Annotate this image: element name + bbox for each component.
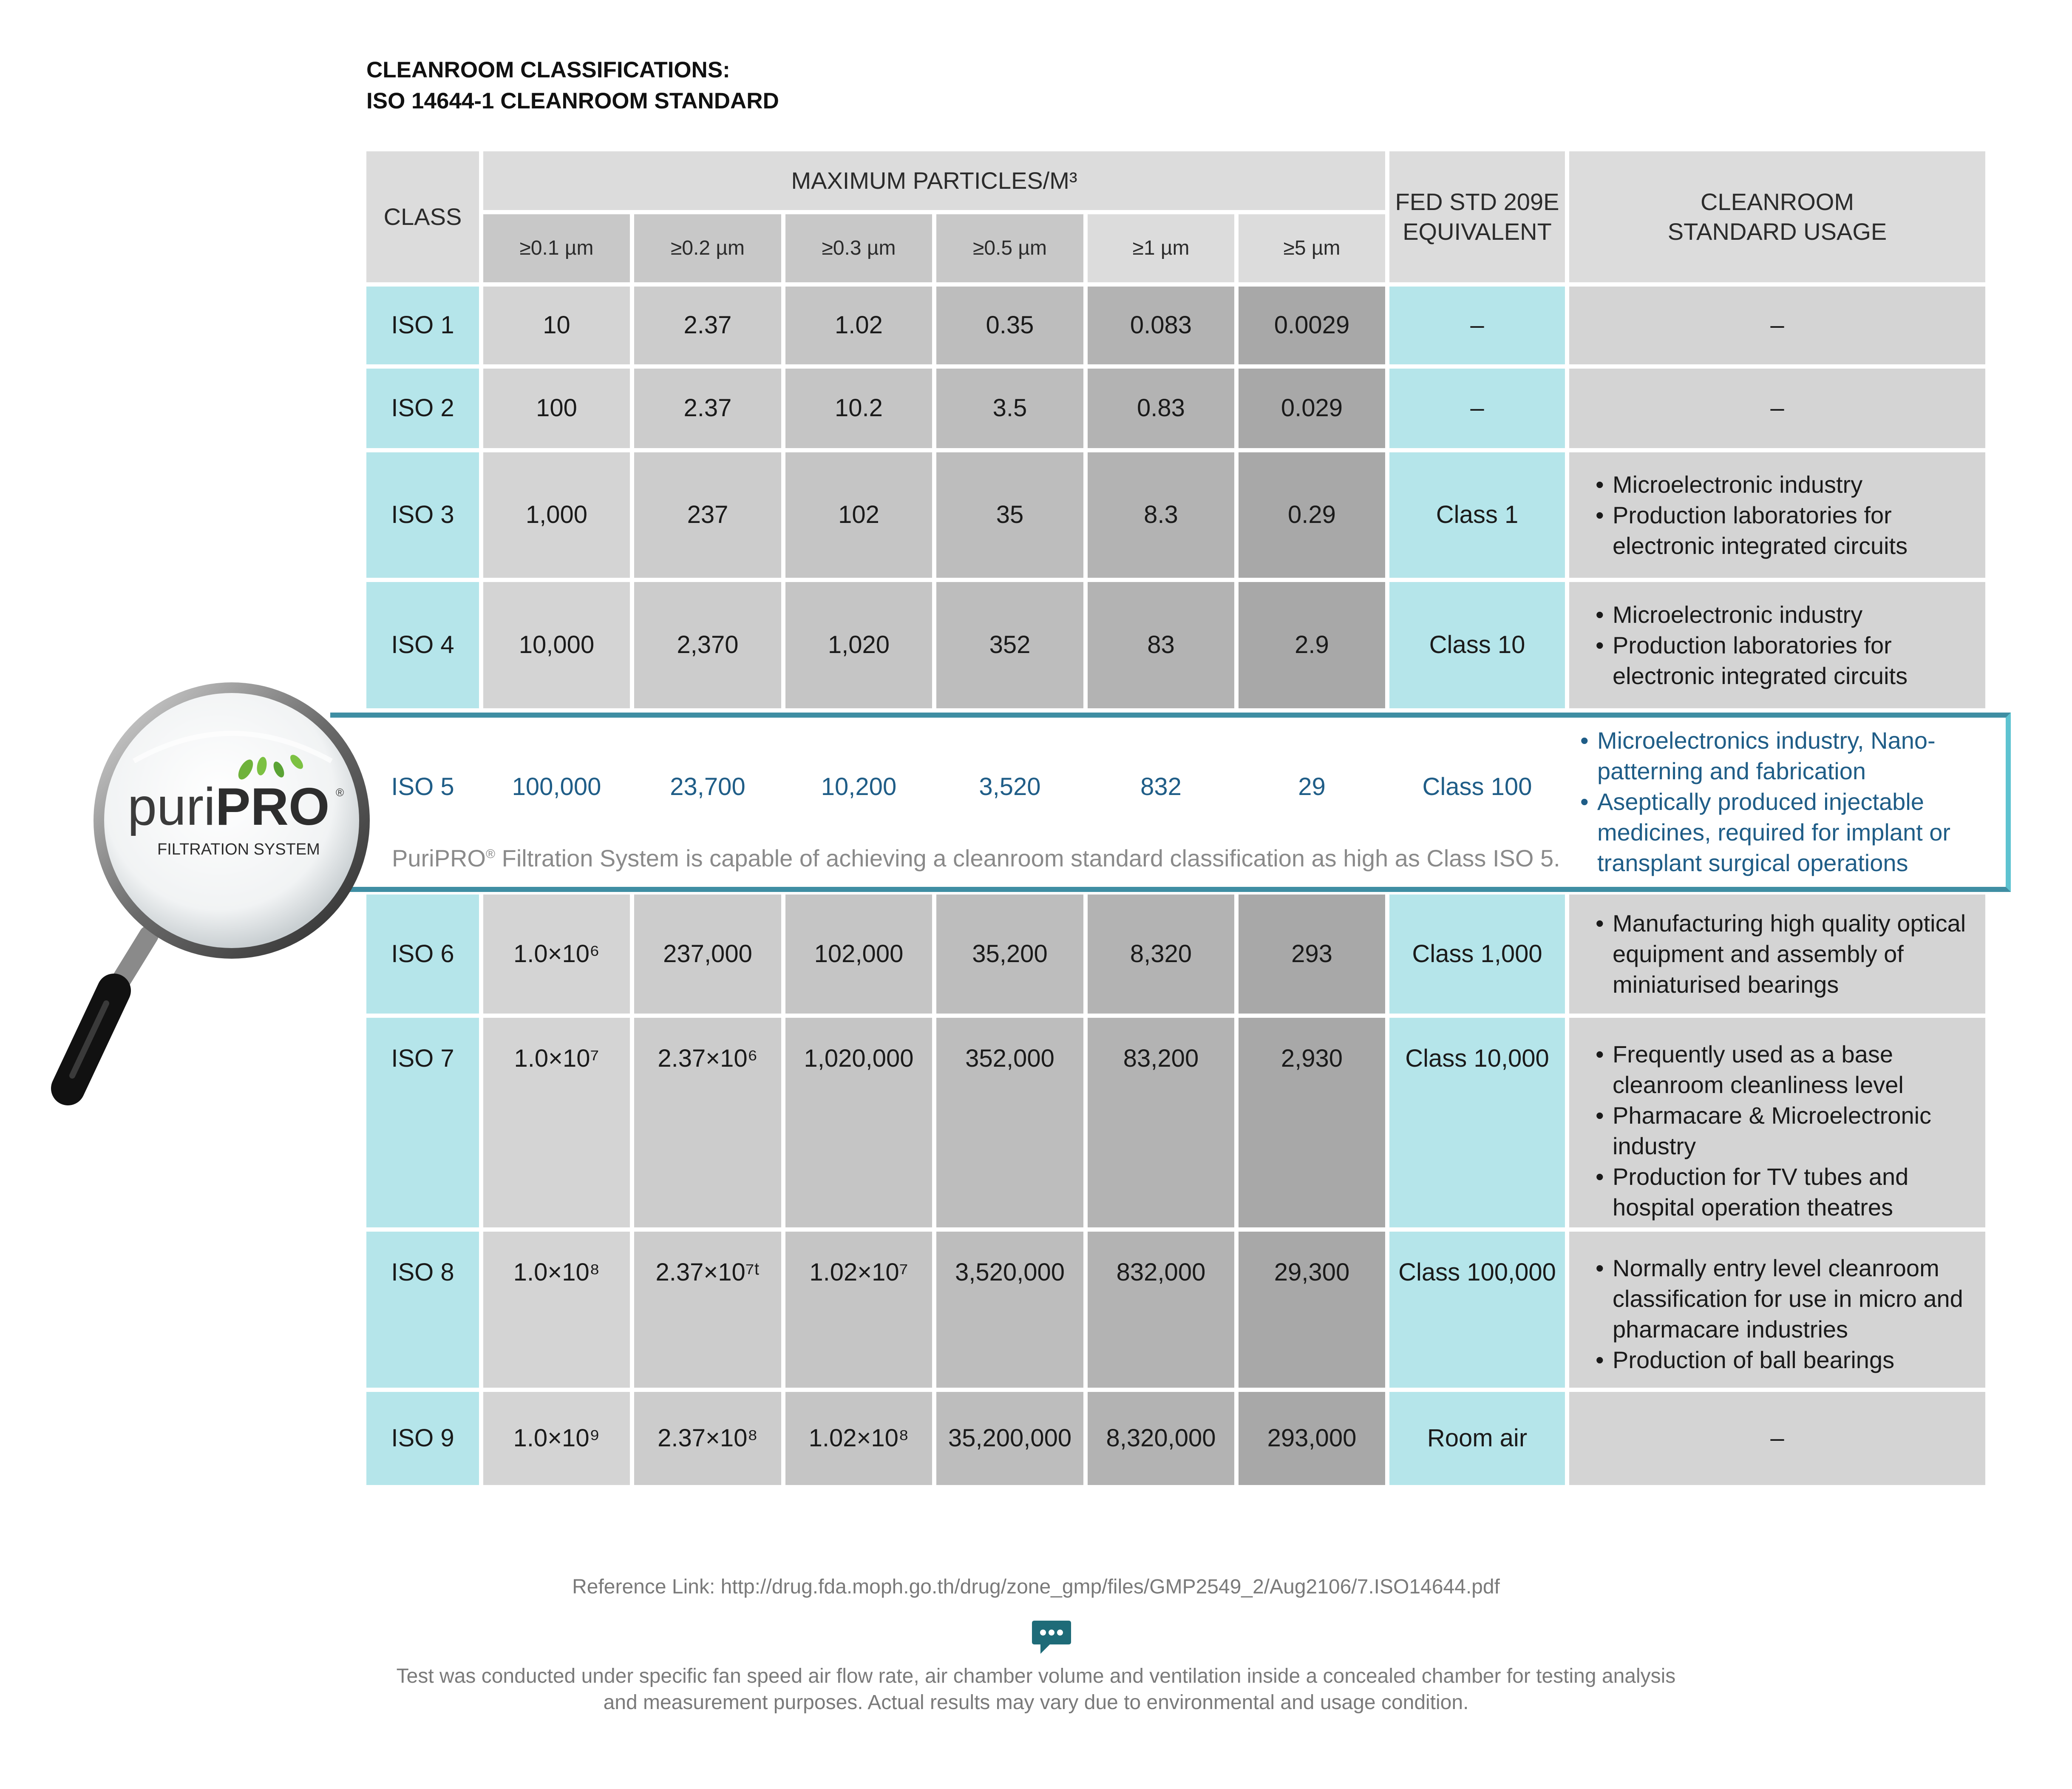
row-value (1239, 1018, 1385, 1227)
row-value (634, 452, 781, 578)
row-class-label: ISO 1 (391, 311, 454, 339)
iso5-usage (1580, 725, 1988, 878)
header-size-5 (1239, 214, 1385, 282)
row-value-text: 1.02 (835, 311, 883, 339)
header-size-label: ≥0.3 µm (822, 237, 896, 259)
usage-bullet: • Microelectronic industry (1596, 599, 1968, 630)
row-fed-text: – (1470, 311, 1484, 339)
row-fed-text: Class 10,000 (1405, 1045, 1549, 1072)
header-size-2 (785, 214, 932, 282)
usage-bullet: • Production for TV tubes and hospital operation theatres (1596, 1161, 1968, 1223)
row-value (785, 452, 932, 578)
row-value-text: 2.37 (683, 394, 732, 422)
row-value-text: 2.37 (683, 311, 732, 339)
row-value-text: 0.083 (1130, 311, 1192, 339)
row-value-text: 0.029 (1281, 394, 1343, 422)
row-value (785, 287, 932, 364)
row-class (366, 1232, 479, 1388)
row-value-text: 8.3 (1144, 501, 1178, 529)
row-value-text: 832,000 (1116, 1258, 1206, 1286)
usage-bullet: • Production of ball bearings (1596, 1345, 1968, 1375)
row-fed-text: Class 10 (1429, 631, 1525, 659)
header-class (366, 151, 479, 282)
row-usage (1569, 1392, 1985, 1485)
row-value-text: 0.35 (986, 311, 1034, 339)
row-class (366, 287, 479, 364)
row-value-text: 1.0×10⁶ (513, 940, 600, 968)
iso5-value: 23,700 (670, 772, 745, 801)
row-usage (1569, 287, 1985, 364)
svg-text:FILTRATION SYSTEM: FILTRATION SYSTEM (157, 841, 320, 858)
row-fed-equivalent (1389, 287, 1565, 364)
row-value (483, 369, 630, 448)
header-fed-std (1389, 151, 1565, 282)
row-value (785, 1392, 932, 1485)
row-class (366, 452, 479, 578)
usage-dash: – (1770, 311, 1784, 339)
iso5-usage-bullet: • Aseptically produced injectable medicines, required for implant or transplant surgical operations (1580, 787, 1988, 878)
disclaimer-line-1: Test was conducted under specific fan speed air flow rate, air chamber volume and ventilation inside a concealed chamber for testing analysis (396, 1665, 1676, 1687)
row-usage (1569, 452, 1985, 578)
row-value-text: 10 (543, 311, 570, 339)
row-value-text: 100 (536, 394, 577, 422)
row-fed-text: Class 1 (1436, 501, 1519, 529)
row-value (1239, 287, 1385, 364)
row-value (483, 1232, 630, 1388)
row-value (634, 1392, 781, 1485)
row-value (483, 1018, 630, 1227)
row-value (785, 1232, 932, 1388)
row-value-text: 237 (687, 501, 728, 529)
row-value-text: 3.5 (992, 394, 1027, 422)
row-value (1088, 287, 1234, 364)
row-value-text: 8,320 (1130, 940, 1192, 968)
row-value (483, 452, 630, 578)
header-usage-line-2: STANDARD USAGE (1667, 218, 1887, 245)
iso5-usage-bullet: • Microelectronics industry, Nano-patterning and fabrication (1580, 725, 1988, 787)
magnifying-glass-icon (43, 655, 383, 1122)
header-max-particles (483, 151, 1385, 210)
iso5-value: 29 (1298, 772, 1326, 801)
row-value (1239, 369, 1385, 448)
row-value (1088, 369, 1234, 448)
svg-text:puriPRO: puriPRO (128, 778, 330, 836)
usage-bullet: • Production laboratories for electronic integrated circuits (1596, 500, 1968, 561)
row-value (1239, 894, 1385, 1014)
header-fed-line-1: FED STD 209E (1395, 188, 1559, 215)
header-usage-line-1: CLEANROOM (1701, 188, 1854, 215)
row-value-text: 102 (838, 501, 879, 529)
row-value-text: 2.9 (1295, 631, 1329, 659)
row-value (634, 369, 781, 448)
row-class (366, 369, 479, 448)
row-value (936, 1232, 1083, 1388)
svg-text:®: ® (336, 786, 344, 799)
row-class (366, 582, 479, 708)
row-fed-equivalent (1389, 1392, 1565, 1485)
row-value-text: 1.0×10⁹ (513, 1424, 600, 1452)
row-fed-text: – (1470, 394, 1484, 422)
header-size-label: ≥0.1 µm (519, 237, 594, 259)
row-value (785, 369, 932, 448)
row-value-text: 8,320,000 (1106, 1424, 1216, 1452)
row-value (936, 894, 1083, 1014)
row-value-text: 1,020,000 (804, 1045, 914, 1072)
usage-bullet: • Normally entry level cleanroom classification for use in micro and pharmacare industries (1596, 1253, 1968, 1345)
row-fed-equivalent (1389, 369, 1565, 448)
title-line-2: ISO 14644-1 CLEANROOM STANDARD (366, 88, 779, 114)
header-size-1 (634, 214, 781, 282)
row-value-text: 2,370 (677, 631, 739, 659)
row-value (1088, 1018, 1234, 1227)
row-value (1088, 1232, 1234, 1388)
header-max-particles-label: MAXIMUM PARTICLES/M³ (791, 167, 1077, 194)
row-value (634, 582, 781, 708)
row-value-text: 293,000 (1267, 1424, 1357, 1452)
row-value (936, 1392, 1083, 1485)
highlight-note: PuriPRO® Filtration System is capable of achieving a cleanroom standard classification as high as Class ISO 5. (392, 845, 1560, 872)
row-value-text: 1.0×10⁷ (514, 1045, 599, 1072)
usage-bullet: • Microelectronic industry (1596, 469, 1968, 500)
row-value (936, 287, 1083, 364)
disclaimer-line-2: and measurement purposes. Actual results may vary due to environmental and usage condition. (603, 1691, 1469, 1714)
row-value (634, 287, 781, 364)
row-value-text: 1.02×10⁸ (808, 1424, 909, 1452)
row-value-text: 0.0029 (1274, 311, 1350, 339)
row-value (1239, 452, 1385, 578)
header-size-0 (483, 214, 630, 282)
row-value-text: 1,020 (828, 631, 890, 659)
row-value-text: 2.37×10⁷ᵗ (655, 1258, 760, 1286)
row-value-text: 0.29 (1288, 501, 1336, 529)
row-fed-equivalent (1389, 1018, 1565, 1227)
row-fed-text: Class 100,000 (1398, 1258, 1556, 1286)
row-value (1239, 582, 1385, 708)
iso5-fed-equivalent: Class 100 (1422, 772, 1532, 801)
header-size-3 (936, 214, 1083, 282)
row-value (936, 1018, 1083, 1227)
row-value-text: 3,520,000 (955, 1258, 1065, 1286)
reference-link[interactable]: Reference Link: http://drug.fda.moph.go.th/drug/zone_gmp/files/GMP2549_2/Aug2106/7.ISO14644.pdf (572, 1576, 1500, 1598)
row-value-text: 35,200,000 (948, 1424, 1072, 1452)
row-fed-equivalent (1389, 452, 1565, 578)
row-class-label: ISO 9 (391, 1424, 454, 1452)
iso5-value: 10,200 (821, 772, 897, 801)
row-value (1088, 452, 1234, 578)
row-value-text: 1.0×10⁸ (513, 1258, 600, 1286)
row-class-label: ISO 3 (391, 501, 454, 529)
iso5-class: ISO 5 (391, 772, 454, 801)
usage-bullet: • Production laboratories for electronic integrated circuits (1596, 630, 1968, 691)
row-value-text: 29,300 (1274, 1258, 1350, 1286)
row-value (1088, 894, 1234, 1014)
row-value (483, 582, 630, 708)
row-class (366, 1392, 479, 1485)
header-size-4 (1088, 214, 1234, 282)
iso5-value: 3,520 (979, 772, 1041, 801)
row-class-label: ISO 6 (391, 940, 454, 968)
usage-dash: – (1770, 394, 1784, 422)
row-value-text: 237,000 (663, 940, 752, 968)
header-class-label: CLASS (383, 203, 462, 230)
row-usage (1569, 369, 1985, 448)
row-value-text: 2.37×10⁸ (658, 1424, 758, 1452)
row-fed-equivalent (1389, 1232, 1565, 1388)
row-value (634, 894, 781, 1014)
row-class (366, 1018, 479, 1227)
row-value (936, 582, 1083, 708)
row-value (483, 894, 630, 1014)
row-value (785, 582, 932, 708)
row-class-label: ISO 8 (391, 1258, 454, 1286)
header-size-label: ≥5 µm (1283, 237, 1341, 259)
row-class-label: ISO 7 (391, 1045, 454, 1072)
chat-bubble-icon (1030, 1616, 1073, 1658)
row-usage (1569, 582, 1985, 708)
header-size-label: ≥0.2 µm (670, 237, 745, 259)
page-title (366, 54, 779, 116)
usage-dash: – (1770, 1424, 1784, 1452)
row-value (1239, 1232, 1385, 1388)
row-value-text: 83 (1147, 631, 1175, 659)
row-value-text: 1.02×10⁷ (809, 1258, 908, 1286)
row-value (483, 287, 630, 364)
header-size-label: ≥0.5 µm (972, 237, 1047, 259)
row-value (1239, 1392, 1385, 1485)
row-class (366, 894, 479, 1014)
row-value (785, 1018, 932, 1227)
row-value (634, 1232, 781, 1388)
row-value-text: 293 (1291, 940, 1332, 968)
disclaimer (0, 1663, 2072, 1716)
row-value-text: 352 (989, 631, 1031, 659)
row-value (483, 1392, 630, 1485)
row-class-label: ISO 2 (391, 394, 454, 422)
row-fed-equivalent (1389, 894, 1565, 1014)
usage-bullet: • Frequently used as a base cleanroom cleanliness level (1596, 1039, 1968, 1100)
iso5-value: 100,000 (512, 772, 601, 801)
row-usage (1569, 1232, 1985, 1388)
row-value-text: 35 (996, 501, 1024, 529)
row-class-label: ISO 4 (391, 631, 454, 659)
row-value (936, 452, 1083, 578)
row-value-text: 35,200 (972, 940, 1048, 968)
row-fed-text: Class 1,000 (1412, 940, 1542, 968)
header-size-label: ≥1 µm (1132, 237, 1190, 259)
row-value-text: 10.2 (835, 394, 883, 422)
iso5-value: 832 (1140, 772, 1182, 801)
row-usage (1569, 894, 1985, 1014)
row-value-text: 2.37×10⁶ (658, 1045, 758, 1072)
row-usage (1569, 1018, 1985, 1227)
row-value (1088, 582, 1234, 708)
row-value (634, 1018, 781, 1227)
header-fed-line-2: EQUIVALENT (1403, 218, 1552, 245)
usage-bullet: • Manufacturing high quality optical equipment and assembly of miniaturised bearings (1596, 908, 1968, 1000)
row-value-text: 352,000 (965, 1045, 1054, 1072)
row-value-text: 2,930 (1281, 1045, 1343, 1072)
row-value (936, 369, 1083, 448)
usage-bullet: • Pharmacare & Microelectronic industry (1596, 1100, 1968, 1161)
row-value (785, 894, 932, 1014)
row-value-text: 102,000 (814, 940, 904, 968)
row-value-text: 0.83 (1137, 394, 1185, 422)
row-value (1088, 1392, 1234, 1485)
title-line-1: CLEANROOM CLASSIFICATIONS: (366, 57, 730, 82)
row-fed-equivalent (1389, 582, 1565, 708)
row-value-text: 83,200 (1123, 1045, 1199, 1072)
row-value-text: 10,000 (519, 631, 595, 659)
header-usage (1569, 151, 1985, 282)
row-value-text: 1,000 (525, 501, 588, 529)
row-fed-text: Room air (1427, 1424, 1528, 1452)
